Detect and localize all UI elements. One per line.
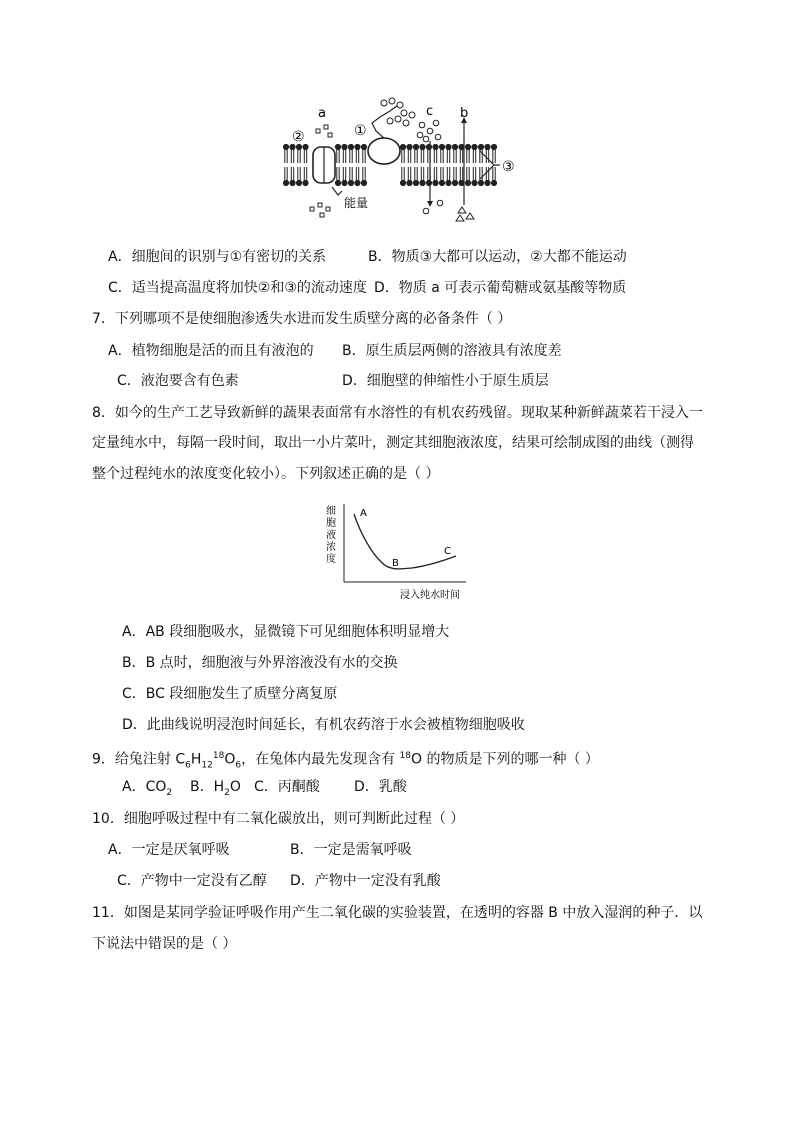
q8-stem-line3: 整个过程纯水的浓度变化较小）。下列叙述正确的是（ ） — [92, 466, 440, 482]
q9-option-b-text: B．H — [190, 779, 225, 795]
phospholipid-head — [296, 180, 301, 185]
phospholipid-tail — [467, 149, 469, 163]
q9-option-a-sub: 2 — [166, 787, 173, 798]
phospholipid-tail — [291, 149, 293, 163]
phospholipid-head — [407, 144, 412, 149]
phospholipid-head — [400, 144, 405, 149]
label-a: a — [318, 106, 326, 121]
q9-stem-mid: ，在兔体内最先发现含有 — [241, 751, 400, 768]
phospholipid-head — [283, 144, 288, 149]
phospholipid-tail — [486, 167, 488, 181]
q10-option-c: C．产物中一定没有乙醇 — [117, 873, 267, 889]
q6-option-c: C．适当提高温度将加快②和③的流动速度 — [108, 280, 367, 296]
phospholipid-tail — [473, 167, 475, 181]
q11-stem-line1: 11．如图是某同学验证呼吸作用产生二氧化碳的实验装置，在透明的容器 B 中放入湿润的种子．以 — [92, 905, 703, 921]
q9-stem — [92, 746, 599, 775]
q7-option-c: C．液泡要含有色素 — [117, 373, 239, 389]
phospholipid-tail — [447, 149, 449, 163]
phospholipid-head — [420, 144, 425, 149]
phospholipid-tail — [473, 149, 475, 163]
q9-sub6: 6 — [185, 760, 191, 771]
phospholipid-tail — [402, 149, 404, 163]
phospholipid-head — [465, 180, 470, 185]
phospholipid-tail — [415, 149, 417, 163]
phospholipid-head — [348, 180, 353, 185]
phospholipid-tail — [447, 167, 449, 181]
phospholipid-head — [413, 144, 418, 149]
q8-option-a: A．AB 段细胞吸水，显微镜下可见细胞体积明显增大 — [122, 624, 450, 640]
q7-stem: 7．下列哪项不是使细胞渗透失水进而发生质壁分离的必备条件（ ） — [92, 311, 512, 327]
phospholipid-head — [400, 180, 405, 185]
phospholipid-head — [452, 144, 457, 149]
phospholipid-tail — [493, 149, 495, 163]
q9-sub6b: 6 — [235, 760, 242, 771]
phospholipid-head — [478, 180, 483, 185]
q6-option-b: B．物质③大都可以运动，②大都不能运动 — [368, 249, 627, 265]
phospholipid-head — [465, 144, 470, 149]
ylabel-char-4: 浓 — [326, 542, 336, 553]
phospholipid-tail — [298, 149, 300, 163]
phospholipid-head — [407, 180, 412, 185]
phospholipid-head — [459, 144, 464, 149]
q9-h: H — [190, 751, 202, 768]
xlabel: 浸入纯水时间 — [400, 590, 460, 601]
phospholipid-tail — [460, 167, 462, 181]
phospholipid-head — [491, 180, 496, 185]
phospholipid-tail — [298, 167, 300, 181]
q10-option-a: A．一定是厌氧呼吸 — [108, 842, 230, 858]
phospholipid-head — [361, 180, 366, 185]
phospholipid-tail — [402, 167, 404, 181]
phospholipid-tail — [291, 167, 293, 181]
concentration-graph — [316, 498, 476, 606]
label-c: c — [426, 104, 434, 119]
q8-option-d: D．此曲线说明浸泡时间延长，有机农药溶于水会被植物细胞吸收 — [122, 717, 525, 733]
q9-option-b-tail: O — [229, 779, 241, 795]
phospholipid-head — [335, 180, 340, 185]
phospholipid-head — [355, 180, 360, 185]
phospholipid-head — [290, 144, 295, 149]
phospholipid-head — [283, 180, 288, 185]
phospholipid-tail — [285, 149, 287, 163]
ylabel-char-2: 胞 — [326, 518, 336, 529]
phospholipid-head — [433, 144, 438, 149]
phospholipid-head — [446, 180, 451, 185]
q9-option-b-sub: 2 — [224, 787, 230, 798]
phospholipid-head — [485, 144, 490, 149]
q9-option-d: D．乳酸 — [354, 779, 407, 795]
phospholipid-head — [491, 144, 496, 149]
ylabel-char-1: 细 — [326, 506, 336, 517]
phospholipid-head — [426, 180, 431, 185]
phospholipid-tail — [363, 149, 365, 163]
q7-option-b: B．原生质层两侧的溶液具有浓度差 — [342, 343, 562, 359]
phospholipid-tail — [356, 149, 358, 163]
q8-option-b: B．B 点时，细胞液与外界溶液没有水的交换 — [122, 655, 398, 671]
q9-o: O — [224, 751, 236, 768]
phospholipid-head — [290, 180, 295, 185]
q9-option-c: C．丙酮酸 — [254, 779, 320, 795]
q9-sup18b: 18 — [399, 751, 411, 761]
phospholipid-tail — [421, 167, 423, 181]
phospholipid-head — [303, 144, 308, 149]
q6-option-d: D．物质 a 可表示葡萄糖或氨基酸等物质 — [374, 280, 627, 296]
phospholipid-tail — [408, 167, 410, 181]
phospholipid-head — [459, 180, 464, 185]
phospholipid-tail — [441, 167, 443, 181]
phospholipid-tail — [304, 149, 306, 163]
phospholipid-head — [439, 144, 444, 149]
phospholipid-tail — [454, 149, 456, 163]
phospholipid-tail — [460, 149, 462, 163]
phospholipid-head — [342, 180, 347, 185]
phospholipid-head — [420, 180, 425, 185]
q8-stem-line2: 定量纯水中，每隔一段时间，取出一小片菜叶，测定其细胞液浓度，结果可绘制成图的曲线（测得 — [92, 435, 694, 451]
phospholipid-tail — [493, 167, 495, 181]
phospholipid-tail — [467, 167, 469, 181]
phospholipid-tail — [343, 167, 345, 181]
ylabel-char-5: 度 — [326, 554, 336, 565]
label-energy: 能量 — [344, 196, 369, 210]
phospholipid-tail — [441, 149, 443, 163]
ylabel-char-3: 液 — [326, 530, 336, 541]
phospholipid-head — [361, 144, 366, 149]
q10-stem: 10．细胞呼吸过程中有二氧化碳放出，则可判断此过程（ ） — [92, 811, 465, 827]
point-c-label: C — [444, 546, 451, 557]
phospholipid-tail — [434, 149, 436, 163]
phospholipid-head — [472, 180, 477, 185]
q6-option-a: A．细胞间的识别与①有密切的关系 — [108, 249, 327, 265]
phospholipid-head — [303, 180, 308, 185]
phospholipid-head — [355, 144, 360, 149]
q9-stem-post: O 的物质是下列的哪一种（ ） — [410, 751, 599, 768]
q11-stem-line2: 下说法中错误的是（ ） — [92, 936, 237, 952]
phospholipid-head — [342, 144, 347, 149]
phospholipid-head — [478, 144, 483, 149]
phospholipid-head — [413, 180, 418, 185]
phospholipid-tail — [337, 149, 339, 163]
phospholipid-tail — [285, 167, 287, 181]
phospholipid-tail — [356, 167, 358, 181]
phospholipid-head — [472, 144, 477, 149]
point-b-label: B — [392, 558, 399, 569]
phospholipid-tail — [408, 149, 410, 163]
phospholipid-tail — [363, 167, 365, 181]
phospholipid-head — [335, 144, 340, 149]
phospholipid-tail — [337, 167, 339, 181]
q7-option-a: A．植物细胞是活的而且有液泡的 — [108, 343, 314, 359]
phospholipid-tail — [434, 167, 436, 181]
phospholipid-tail — [343, 149, 345, 163]
q8-stem-line1: 8．如今的生产工艺导致新鲜的蔬果表面常有水溶性的有机农药残留。现取某种新鲜蔬菜若干浸入一 — [92, 405, 703, 421]
q10-option-d: D．产物中一定没有乳酸 — [290, 873, 441, 889]
phospholipid-head — [452, 180, 457, 185]
phospholipid-head — [446, 144, 451, 149]
q10-option-b: B．一定是需氧呼吸 — [290, 842, 412, 858]
label-b: b — [460, 106, 469, 121]
q7-option-d: D．细胞壁的伸缩性小于原生质层 — [342, 373, 549, 389]
phospholipid-tail — [454, 167, 456, 181]
phospholipid-tail — [421, 149, 423, 163]
phospholipid-head — [296, 144, 301, 149]
q9-stem-pre: 9．给兔注射 C — [92, 751, 186, 768]
phospholipid-head — [485, 180, 490, 185]
q9-sub12: 12 — [201, 760, 213, 771]
point-a-label: A — [360, 508, 367, 519]
label-3: ③ — [502, 159, 515, 175]
phospholipid-tail — [350, 167, 352, 181]
phospholipid-head — [433, 180, 438, 185]
q8-option-c: C．BC 段细胞发生了质壁分离复原 — [122, 686, 338, 702]
phospholipid-head — [348, 144, 353, 149]
q9-option-a-text: A．CO — [122, 779, 167, 795]
phospholipid-tail — [350, 149, 352, 163]
phospholipid-tail — [415, 167, 417, 181]
phospholipid-head — [439, 180, 444, 185]
q9-option-b — [190, 777, 241, 803]
q9-sup18: 18 — [212, 751, 225, 761]
phospholipid-head — [426, 144, 431, 149]
q9-option-a — [122, 777, 172, 803]
label-1: ① — [354, 123, 367, 139]
phospholipid-tail — [486, 149, 488, 163]
phospholipid-tail — [304, 167, 306, 181]
cell-membrane-diagram — [280, 95, 520, 225]
label-2: ② — [292, 129, 305, 145]
